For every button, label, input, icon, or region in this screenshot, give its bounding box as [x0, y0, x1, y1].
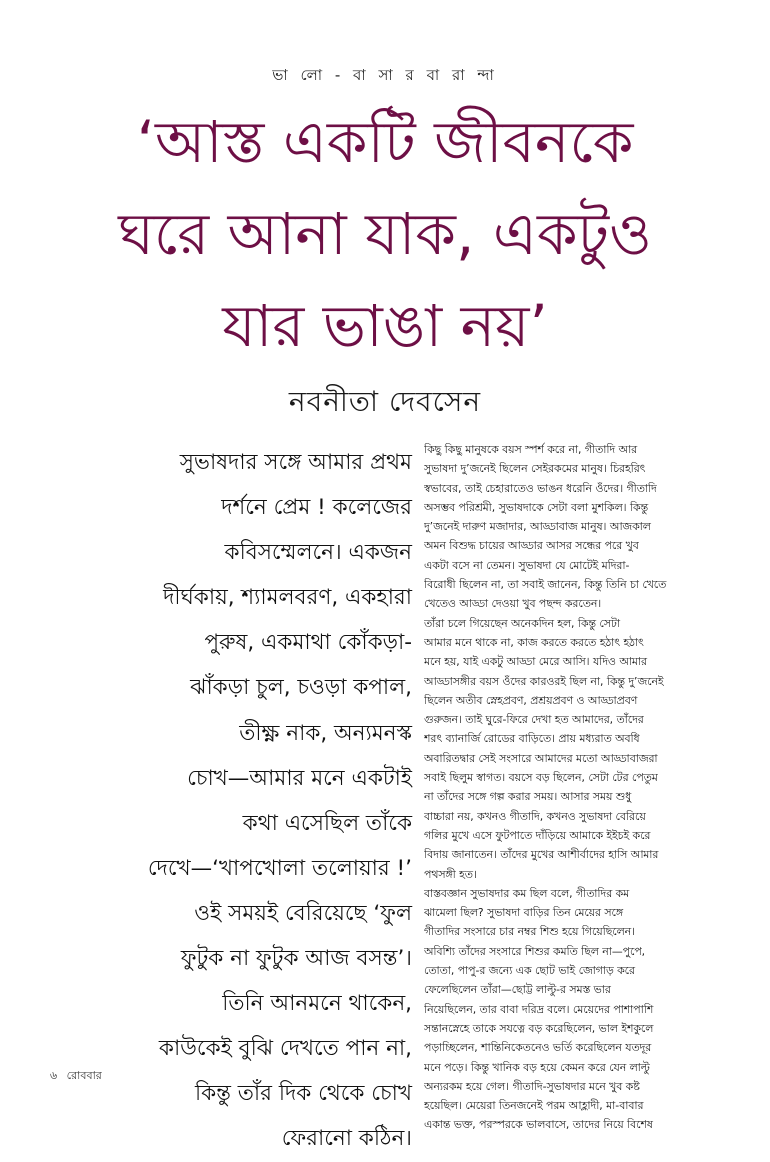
- body-line: তোতা, পাপু-র জন্যে এক ছোট ভাই জোগাড় করে: [424, 964, 635, 978]
- body-line: কিছু কিছু মানুষকে বয়স স্পর্শ করে না, গীতাদি আর: [424, 443, 638, 456]
- body-line: বাচ্চারা নয়, কখনও গীতাদি, কখনও সুভাষদা বেরিয়ে: [424, 809, 646, 823]
- body-line: একান্ত ভক্ত, পরস্পরকে ভালবাসে, তাদের নিয়ে বিশেষ: [424, 1118, 653, 1132]
- body-line: বিরোধী ছিলেন না, তা সবাই জানেন, কিন্তু তিনি চা খেতে: [424, 578, 667, 592]
- body-line: নিয়েছিলেন, তার বাবা দরিদ্র বলে। মেয়েদের পাশাপাশি: [424, 1002, 654, 1016]
- body-line: পড়াচ্ছিলেন, শান্তিনিকেতনেও ভর্তি করেছিলেন যতদূর: [424, 1041, 652, 1055]
- body-line: গীতাদির সংসারে চার নম্বর শিশু হয়ে গিয়েছিলেন।: [424, 925, 635, 939]
- lead-line: ওই সময়ই বেরিয়েছে ‘ফুল: [194, 900, 412, 926]
- section-label: ভা লো - বা সা র বা রা ন্দা: [272, 66, 498, 84]
- headline-line: ‘আস্ত একটি জীবনকে: [136, 108, 634, 176]
- headline: [20, 96, 750, 372]
- body-line: বাস্তবজ্ঞান সুভাষদার কম ছিল বলে, গীতাদির কম: [424, 886, 630, 900]
- page-footer: [50, 1067, 108, 1086]
- publication-name: রোববার: [66, 1069, 102, 1082]
- lead-line: দর্শনে প্রেম ! কলেজের: [221, 495, 412, 521]
- body-line: মনে হয়, যাই একটু আড্ডা মেরে আসি। যদিও আমার: [424, 655, 647, 669]
- body-line: অন্যরকম হয়ে গেল। গীতাদি-সুভাষদার মনে খুব কষ্ট: [424, 1079, 640, 1093]
- body-line: তাঁরা চলে গিয়েছেন অনেকদিন হল, কিন্তু সেটা: [424, 616, 620, 630]
- lead-line: ফুটুক না ফুটুক আজ বসন্ত’।: [180, 946, 412, 972]
- lead-line: সুভাষদার সঙ্গে আমার প্রথম: [179, 450, 412, 475]
- page-number: ৬: [50, 1069, 58, 1082]
- lead-line: কিন্তু তাঁর দিক থেকে চোখ: [194, 1081, 412, 1107]
- body-line: সবাই ছিলুম স্বাগত। বয়সে বড় ছিলেন, সেটা টের পেতুম: [424, 771, 658, 785]
- body-line: ফেলেছিলেন তাঁরা—ছোট্ট লাল্টু-র সমস্ত ভার: [424, 983, 611, 997]
- lead-line: তিনি আনমনে থাকেন,: [222, 991, 412, 1017]
- lead-line: দেখে—‘খাপখোলা তলোয়ার !’: [147, 855, 412, 881]
- body-line: দু’জনেই দারুণ মজাদার, আড্ডাবাজ মানুষ। আজকাল: [424, 520, 651, 534]
- body-line: সন্তানস্নেহে তাকে সযত্নে বড় করেছিলেন, ভাল ইশকুলে: [424, 1021, 654, 1035]
- lead-line: চোখ—আমার মনে একটাই: [187, 765, 412, 791]
- lead-paragraph: [50, 440, 412, 1162]
- body-line: হয়েছিল। মেয়েরা তিনজনেই পরম আহ্লাদী, মা-বাবার: [424, 1099, 644, 1113]
- lead-line: কাউকেই বুঝি দেখতে পান না,: [158, 1036, 412, 1062]
- body-line: না তাঁদের সঙ্গে গল্প করার সময়। আসার সময় শুধু: [424, 790, 632, 804]
- body-line: শরৎ ব্যানার্জি রোডের বাড়িতে। প্রায় মধ্যরাত অবধি: [424, 732, 640, 746]
- lead-line: তীক্ষ্ণ নাক, অন্যমনস্ক: [239, 720, 412, 746]
- body-line: স্বভাবের, তাই চেহারাতেও ভাঙন ধরেনি ওঁদের। গীতাদি: [424, 481, 657, 495]
- body-line: সুভাষদা দু’জনেই ছিলেন সেইরকমের মানুষ। চিরহরিৎ: [424, 462, 646, 476]
- body-line: পথসঙ্গী হত।: [424, 867, 477, 881]
- body-line: বিদায় জানাতেন। তাঁদের মুখের আশীর্বাদের হাসি আমার: [424, 848, 659, 862]
- body-line: অবিশ্যি তাঁদের সংসারে শিশুর কমতি ছিল না—পুপে,: [424, 944, 646, 958]
- lead-line: ফেরানো কঠিন।: [281, 1126, 412, 1152]
- lead-line: কথা এসেছিল তাঁকে: [242, 810, 412, 836]
- body-line: অসম্ভব পরিশ্রমী, সুভাষদাকে সেটা বলা মুশকিল। কিন্তু: [424, 500, 649, 514]
- lead-line: পুরুষ, একমাথা কোঁকড়া-: [204, 630, 412, 656]
- body-line: খেতেও আড্ডা দেওয়া খুব পছন্দ করতেন।: [424, 597, 602, 611]
- lead-line: দীর্ঘকায়, শ্যামলবরণ, একহারা: [163, 585, 412, 611]
- lead-line: কবিসম্মেলনে। একজন: [224, 540, 412, 566]
- body-line: ঝামেলা ছিল? সুভাষদা বাড়ির তিন মেয়ের সঙ্গে: [424, 906, 624, 920]
- body-line: আমার মনে থাকে না, কাজ করতে করতে হঠাৎ হঠাৎ: [424, 635, 644, 649]
- body-line: আড্ডাসঙ্গীর বয়স ওঁদের কারওরই ছিল না, কিন্তু দু’জনেই: [424, 674, 664, 688]
- headline-line: যার ভাঙা নয়’: [222, 292, 548, 360]
- lead-line: ঝাঁকড়া চুল, চওড়া কপাল,: [190, 675, 412, 701]
- author-byline: নবনীতা দেবসেন: [288, 385, 482, 418]
- body-column: [424, 440, 758, 1135]
- body-line: ছিলেন অতীব স্নেহপ্রবণ, প্রশ্রয়প্রবণ ও আড্ডাপ্রবণ: [424, 693, 638, 707]
- body-line: গলির মুখে এসে ফুটপাতে দাঁড়িয়ে আমাকে ইইচই করে: [424, 828, 651, 842]
- body-line: গুরুজন। তাই ঘুরে-ফিরে দেখা হত আমাদের, তাঁদের: [424, 713, 644, 727]
- body-line: একটা বসে না তেমন। সুভাষদা যে মোটেই মদিরা-: [424, 558, 630, 572]
- body-line: অবারিতদ্বার সেই সংসারে আমাদের মতো আড্ডাবাজরা: [424, 751, 658, 765]
- body-line: অমন বিশুদ্ধ চায়ের আড্ডার আসর সন্ধের পরে খুব: [424, 539, 639, 553]
- body-line: মনে পড়ে। কিন্তু খানিক বড় হয়ে কেমন করে যেন লাল্টু: [424, 1060, 650, 1074]
- headline-line: ঘরে আনা যাক, একটুও: [118, 200, 652, 268]
